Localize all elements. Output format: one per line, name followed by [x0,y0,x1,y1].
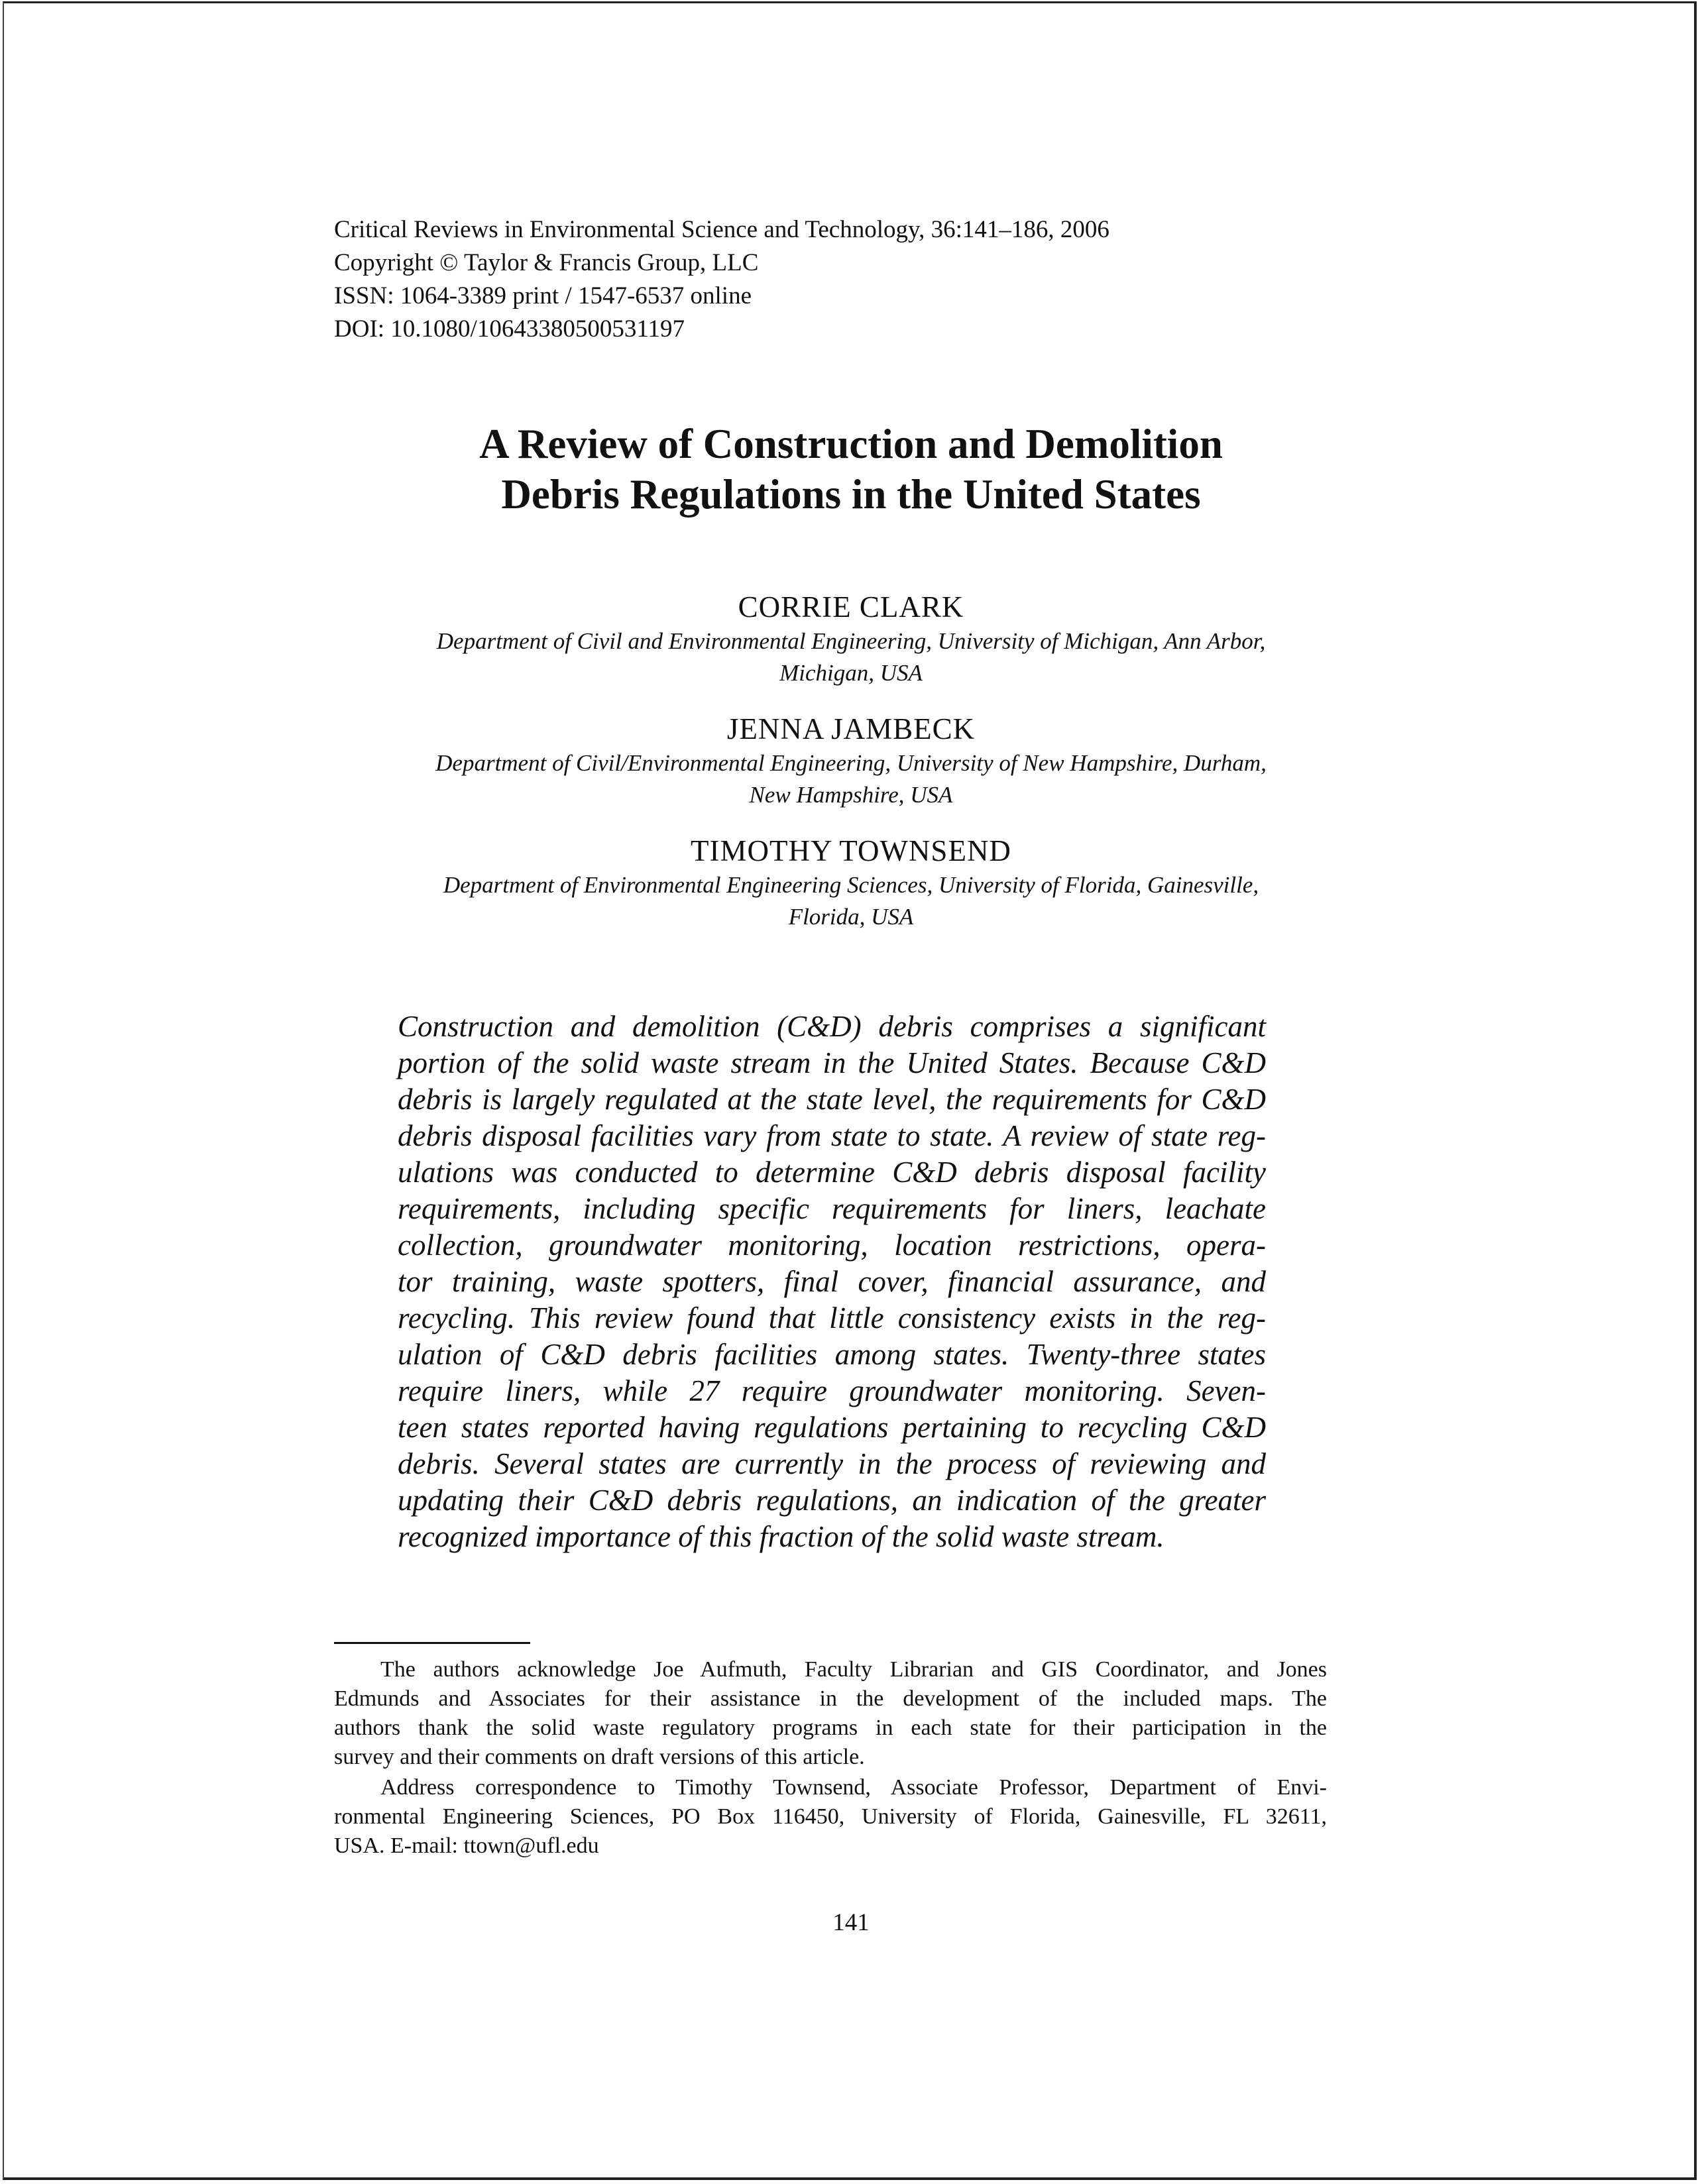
author-affiliation-line-2: Florida, USA [788,904,914,930]
article-title [0,419,1702,519]
author-block-1 [0,588,1702,689]
abstract-line: debris is largely regulated at the state level, the requirements for C&D [398,1083,1266,1116]
abstract-line: ulations was conducted to determine C&D debris disposal facility [398,1156,1266,1189]
footnote-line: ronmental Engineering Sciences, PO Box 116450, University of Florida, Gainesville, FL 32611, [334,1804,1327,1829]
abstract-line: requirements, including specific requirements for liners, leachate [398,1192,1266,1225]
footnote-line: Edmunds and Associates for their assistance in the development of the included maps. The [334,1686,1327,1711]
acknowledgment-footnote [334,1655,1327,1772]
abstract-line: debris disposal facilities vary from state to state. A review of state reg- [398,1119,1266,1152]
copyright-line: Copyright © Taylor & Francis Group, LLC [334,249,759,276]
author-affiliation-line-1: Department of Civil and Environmental Engineering, University of Michigan, Ann Arbor, [436,628,1266,654]
page-number: 141 [832,1909,870,1936]
author-name: JENNA JAMBECK [726,712,976,745]
author-block-3 [0,832,1702,933]
author-name: CORRIE CLARK [738,590,964,624]
footnote-line: The authors acknowledge Joe Aufmuth, Faculty Librarian and GIS Coordinator, and Jones [380,1657,1327,1682]
journal-header [334,213,1262,346]
footnote-divider [334,1642,530,1644]
author-block-2 [0,710,1702,811]
journal-citation: Critical Reviews in Environmental Science and Technology, 36:141–186, 2006 [334,216,1109,243]
doi-line: DOI: 10.1080/10643380500531197 [334,315,685,343]
title-line-2: Debris Regulations in the United States [501,471,1201,518]
title-line-1: A Review of Construction and Demolition [479,421,1223,467]
author-affiliation-line-1: Department of Environmental Engineering Sciences, University of Florida, Gainesville, [443,872,1259,898]
footnote-line: survey and their comments on draft versions of this article. [334,1745,865,1769]
abstract-line: recognized importance of this fraction of the solid waste stream. [398,1520,1164,1553]
abstract [398,1009,1266,1555]
abstract-line: tor training, waste spotters, final cover, financial assurance, and [398,1265,1266,1298]
abstract-line: ulation of C&D debris facilities among states. Twenty-three states [398,1338,1266,1371]
issn-line: ISSN: 1064-3389 print / 1547-6537 online [334,282,752,309]
author-name: TIMOTHY TOWNSEND [691,834,1011,867]
abstract-line: portion of the solid waste stream in the United States. Because C&D [398,1046,1266,1079]
footnote-line: authors thank the solid waste regulatory programs in each state for their participation in the [334,1716,1327,1740]
author-affiliation-line-2: Michigan, USA [779,660,923,686]
abstract-line: recycling. This review found that little consistency exists in the reg- [398,1301,1266,1335]
footnote-line: Address correspondence to Timothy Townsend, Associate Professor, Department of Envi- [380,1775,1327,1800]
footnote-line: USA. E-mail: ttown@ufl.edu [334,1833,599,1858]
author-affiliation-line-2: New Hampshire, USA [749,782,953,808]
abstract-line: require liners, while 27 require groundwater monitoring. Seven- [398,1374,1266,1407]
correspondence-footnote [334,1773,1327,1861]
author-affiliation-line-1: Department of Civil/Environmental Engineering, University of New Hampshire, Durham, [435,750,1267,776]
abstract-line: updating their C&D debris regulations, an indication of the greater [398,1484,1266,1517]
abstract-line: collection, groundwater monitoring, location restrictions, opera- [398,1228,1266,1262]
abstract-line: debris. Several states are currently in the process of reviewing and [398,1447,1266,1480]
abstract-line: teen states reported having regulations pertaining to recycling C&D [398,1411,1266,1444]
abstract-line: Construction and demolition (C&D) debris comprises a significant [398,1010,1266,1043]
